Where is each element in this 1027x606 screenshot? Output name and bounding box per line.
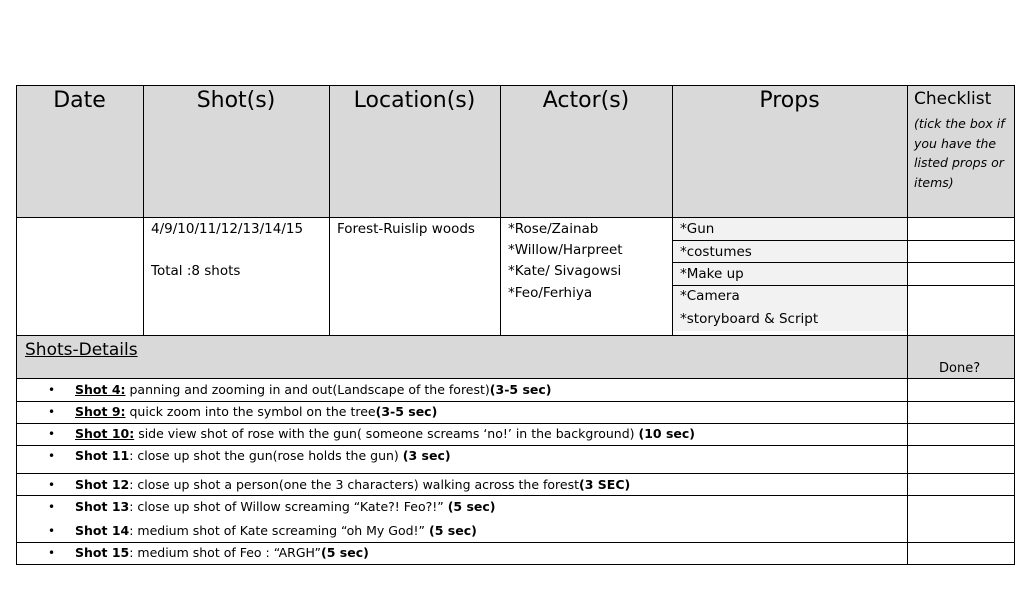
col-divider-location: [500, 85, 501, 336]
bullet: •: [48, 427, 56, 441]
shot-line-13: [75, 499, 496, 514]
shot-label: Shot 12: [75, 477, 130, 492]
shot-line-15: [75, 545, 369, 560]
shot-description: side view shot of rose with the gun( someone screams ‘no!’ in the background): [134, 426, 639, 441]
shot-line-10: [75, 426, 695, 441]
detail-row-line: [16, 542, 1015, 543]
shot-duration: (5 sec): [321, 545, 369, 560]
details-header-background: [16, 336, 1014, 379]
detail-row-line: [16, 401, 1015, 402]
shot-description: quick zoom into the symbol on the tree: [125, 404, 376, 419]
shot-line-11: [75, 448, 451, 463]
prop-item: *Camera: [680, 288, 740, 304]
table-border-left: [16, 85, 17, 565]
shot-label: Shot 4:: [75, 382, 126, 397]
shot-duration: (5 sec): [429, 523, 477, 538]
shot-label: Shot 15: [75, 545, 130, 560]
col-divider-shots: [329, 85, 330, 336]
prop-item: *Make up: [680, 266, 744, 282]
bullet: •: [48, 500, 56, 514]
shot-line-9: [75, 404, 437, 419]
details-title: Shots-Details: [25, 340, 138, 360]
detail-row-line: [16, 423, 1015, 424]
header-locations: Location(s): [353, 88, 476, 113]
shot-duration: (3-5 sec): [489, 382, 552, 397]
props-row-line: [673, 240, 1015, 241]
bullet: •: [48, 449, 56, 463]
shot-duration: (5 sec): [447, 499, 496, 514]
prop-item: *Gun: [680, 221, 715, 237]
location-value: Forest-Ruislip woods: [337, 221, 475, 237]
bullet: •: [48, 524, 56, 538]
shot-line-14: [75, 523, 477, 538]
shot-duration: (3 sec): [402, 448, 451, 463]
shot-label: Shot 11: [75, 448, 130, 463]
shot-label: Shot 9:: [75, 404, 126, 419]
detail-row-line: [16, 445, 1015, 446]
bullet: •: [48, 478, 56, 492]
header-shots: Shot(s): [196, 88, 276, 113]
shot-duration: (10 sec): [638, 426, 695, 441]
col-divider-actors: [672, 85, 673, 336]
bullet: •: [48, 546, 56, 560]
shot-line-12: [75, 477, 630, 492]
col-divider-date: [143, 85, 144, 336]
shot-numbers: 4/9/10/11/12/13/14/15: [151, 221, 304, 237]
table-border-top: [16, 85, 1015, 86]
actor-item: *Kate/ Sivagowsi: [508, 263, 622, 279]
prop-item: *storyboard & Script: [680, 311, 819, 327]
actor-item: *Willow/Harpreet: [508, 242, 623, 258]
main-row-bottom: [16, 335, 1015, 336]
shot-description: : medium shot of Kate screaming “oh My God!”: [129, 523, 430, 538]
shot-description: : close up shot the gun(rose holds the gun): [129, 448, 403, 463]
header-row-bottom: [16, 217, 1015, 218]
shot-line-4: [75, 382, 552, 397]
col-divider-props: [907, 85, 908, 565]
shot-label: Shot 13: [75, 499, 130, 514]
props-row-line: [673, 285, 1015, 286]
shot-duration: (3-5 sec): [375, 404, 438, 419]
shot-description: : close up shot a person(one the 3 characters) walking across the forest: [129, 477, 580, 492]
detail-row-line: [16, 378, 1015, 379]
header-date: Date: [53, 88, 106, 113]
props-row-line: [673, 262, 1015, 263]
detail-row-line: [16, 495, 1015, 496]
checklist-title: Checklist: [914, 89, 992, 109]
header-props: Props: [759, 88, 820, 113]
shot-description: : medium shot of Feo : “ARGH”: [129, 545, 322, 560]
header-actors: Actor(s): [542, 88, 630, 113]
prop-item: *costumes: [680, 244, 752, 260]
shot-description: : close up shot of Willow screaming “Kate?! Feo?!”: [129, 499, 448, 514]
table-border-bottom: [16, 564, 1015, 565]
detail-row-line: [16, 473, 1015, 474]
shot-label: Shot 14: [75, 523, 130, 538]
bullet: •: [48, 405, 56, 419]
shot-description: panning and zooming in and out(Landscape of the forest): [125, 382, 490, 397]
actor-item: *Rose/Zainab: [508, 221, 599, 237]
shot-total: Total :8 shots: [151, 263, 241, 279]
shot-label: Shot 10:: [75, 426, 135, 441]
bullet: •: [48, 383, 56, 397]
table-border-right: [1014, 85, 1015, 565]
checklist-note: (tick the box if you have the listed props or items): [914, 116, 1005, 190]
actor-item: *Feo/Ferhiya: [508, 285, 593, 301]
done-label: Done?: [939, 361, 981, 376]
shot-duration: (3 SEC): [579, 477, 631, 492]
